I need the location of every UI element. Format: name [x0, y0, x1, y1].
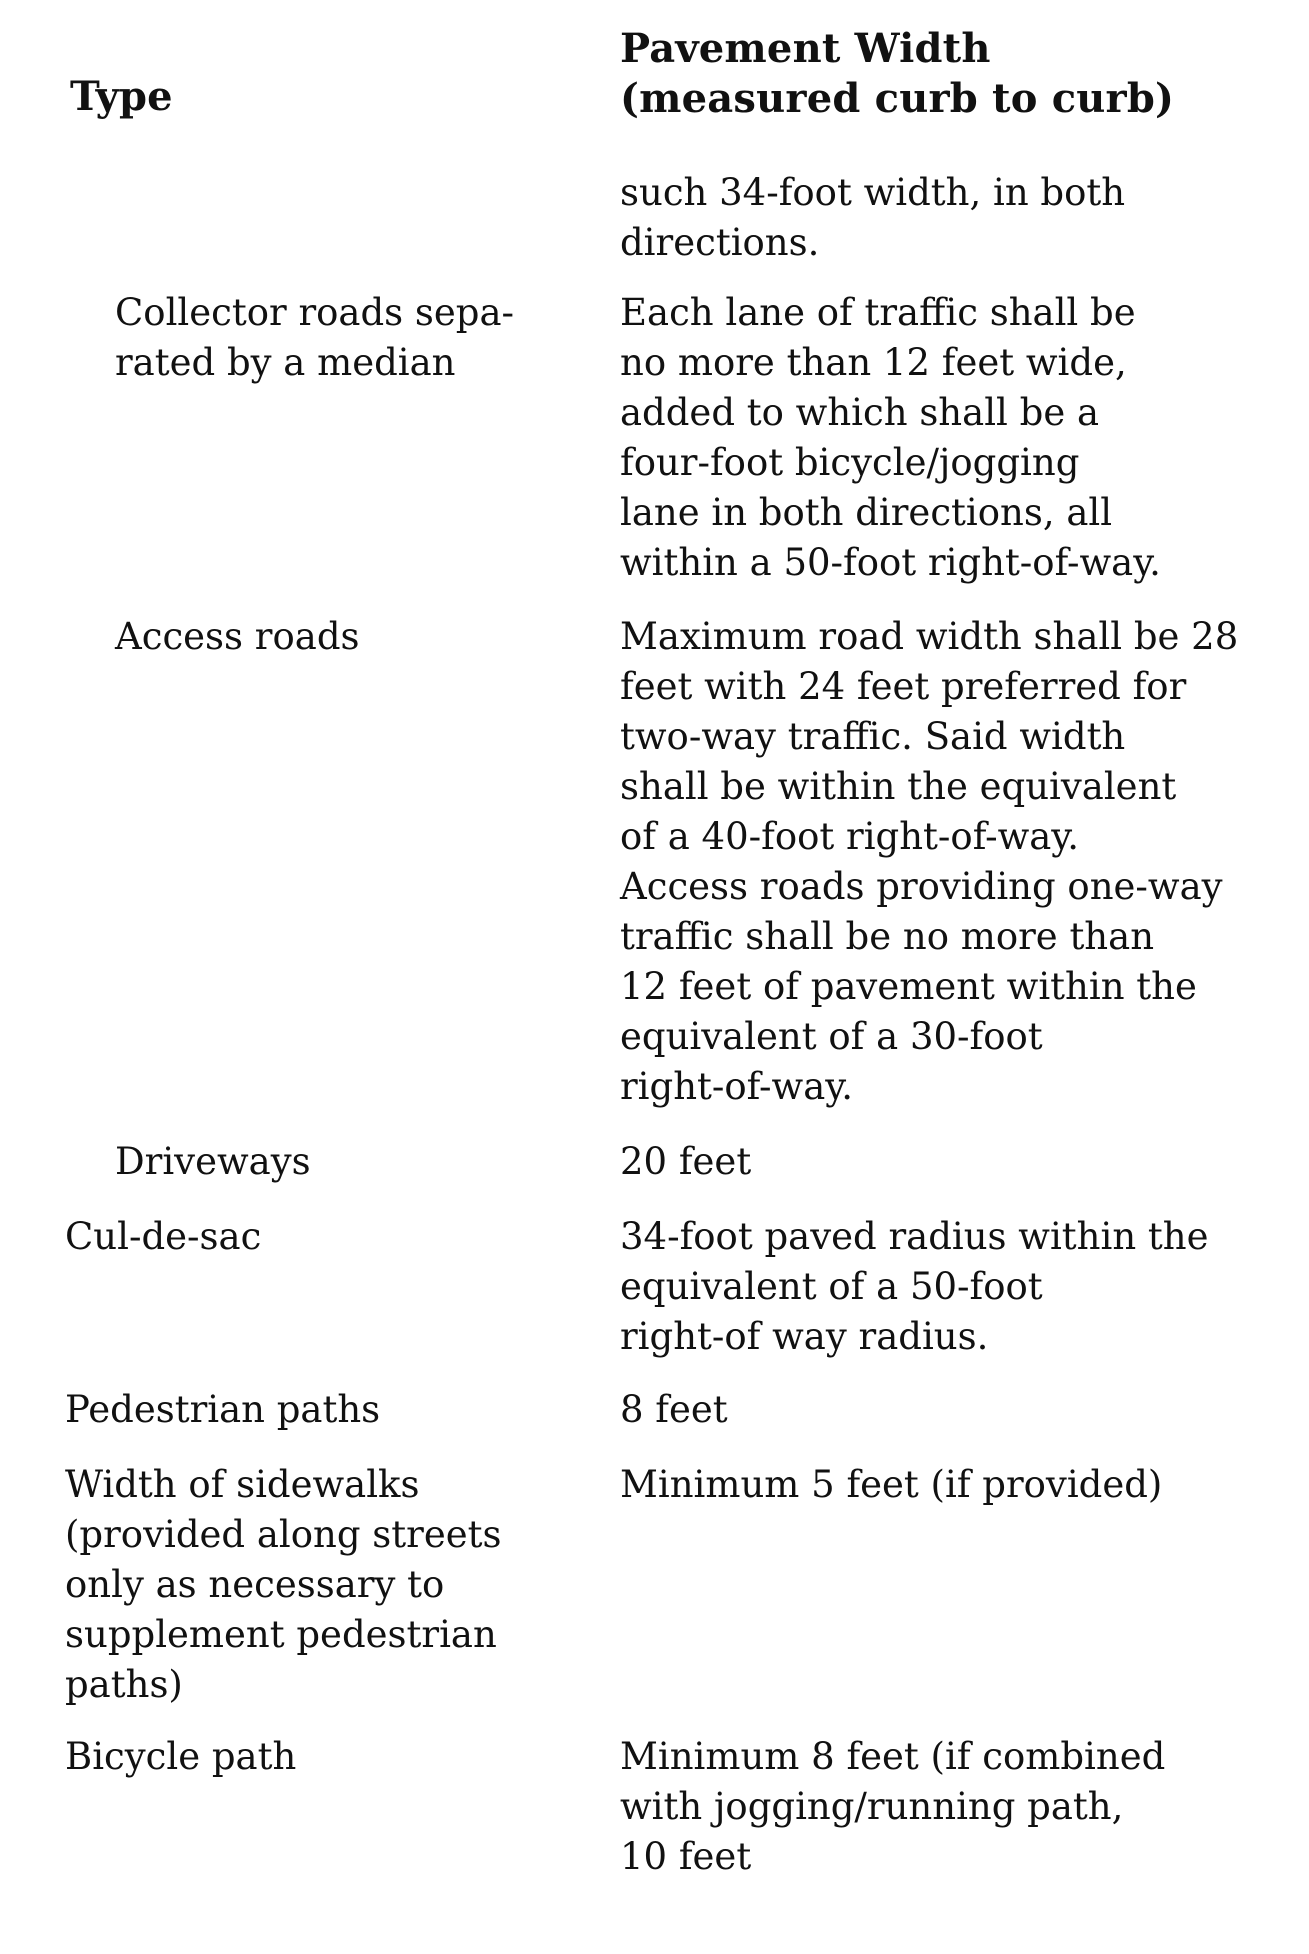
table-row-type: Driveways [115, 1140, 311, 1183]
table-row-type: Pedestrian paths [65, 1388, 381, 1431]
table-row-type: Cul-de-sac [65, 1215, 262, 1258]
table-row-width: 34-foot paved radius within the equivalent of a 50-foot right-of way radius. [620, 1215, 1209, 1358]
table-row-width: Minimum 8 feet (if combined with jogging/running path, 10 feet [620, 1735, 1166, 1878]
column-header-pavement-width: Pavement Width (measured curb to curb) [620, 25, 1175, 122]
table-row-width: Maximum road width shall be 28 feet with 24 feet preferred for two-way traffic. Said width shall be within the equivalent of a 40-foot right-of-way. Access roads providing one-way traffic shall be no more than 12 feet of pavement within the equivalent of a 30-foot right-of-way. [620, 615, 1239, 1108]
table-row-width: Each lane of traffic shall be no more than 12 feet wide, added to which shall be a four-foot bicycle/jogging lane in both directions, all within a 50-foot right-of-way. [620, 291, 1161, 584]
table-row-type: Collector roads sepa- rated by a median [115, 291, 515, 384]
table-row-width: Minimum 5 feet (if provided) [620, 1463, 1163, 1506]
column-header-type: Type [70, 73, 173, 120]
table-row-width: such 34-foot width, in both directions. [620, 171, 1126, 264]
table-row-width: 20 feet [620, 1140, 752, 1183]
table-row-type: Access roads [115, 615, 360, 658]
table-row-type: Bicycle path [65, 1735, 297, 1778]
table-row-type: Width of sidewalks (provided along streets only as necessary to supplement pedestrian paths) [65, 1463, 502, 1706]
table-row-width: 8 feet [620, 1388, 728, 1431]
